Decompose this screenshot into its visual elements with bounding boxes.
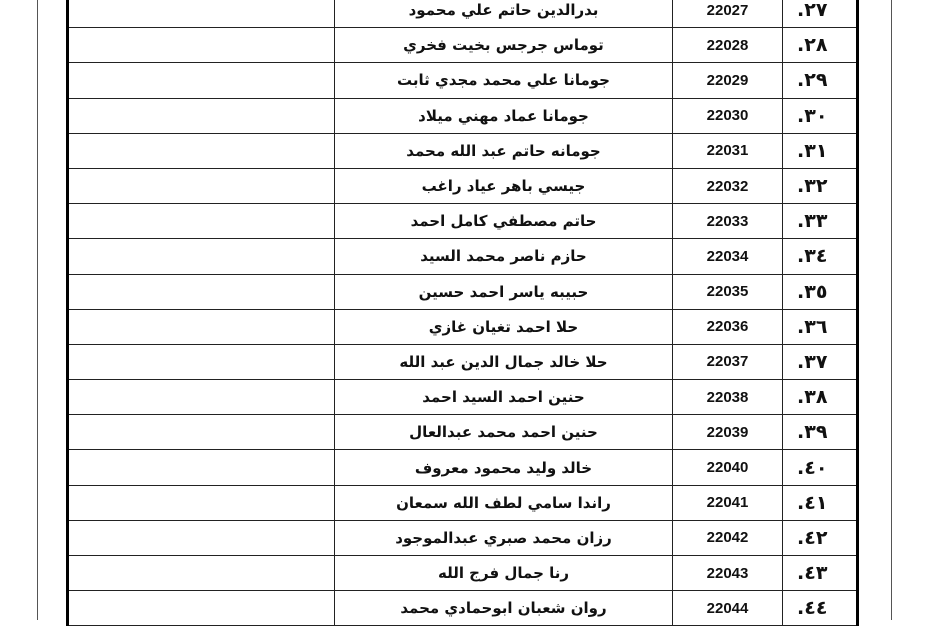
table-row — [68, 556, 858, 591]
table-row — [68, 520, 858, 555]
row-number: ٢٨. — [783, 28, 858, 63]
table-row — [68, 239, 858, 274]
row-number: ٣٢. — [783, 168, 858, 203]
student-code: 22033 — [673, 204, 783, 239]
row-number: ٤١. — [783, 485, 858, 520]
row-number: ٤٢. — [783, 520, 858, 555]
row-number: ٣٩. — [783, 415, 858, 450]
blank-cell — [68, 309, 335, 344]
table-row — [68, 28, 858, 63]
row-number: ٣٠. — [783, 98, 858, 133]
table-row — [68, 204, 858, 239]
student-name: حلا خالد جمال الدين عبد الله — [335, 344, 673, 379]
row-number: ٣٦. — [783, 309, 858, 344]
blank-cell — [68, 98, 335, 133]
table-row — [68, 591, 858, 626]
student-code: 22031 — [673, 133, 783, 168]
student-name: حلا احمد تغيان غازي — [335, 309, 673, 344]
student-name: جومانه حاتم عبد الله محمد — [335, 133, 673, 168]
student-name: خالد وليد محمود معروف — [335, 450, 673, 485]
row-number: ٣١. — [783, 133, 858, 168]
student-code: 22027 — [673, 0, 783, 28]
student-code: 22039 — [673, 415, 783, 450]
student-code: 22030 — [673, 98, 783, 133]
blank-cell — [68, 204, 335, 239]
student-code: 22032 — [673, 168, 783, 203]
blank-cell — [68, 0, 335, 28]
student-name: توماس جرجس بخيت فخري — [335, 28, 673, 63]
student-code: 22035 — [673, 274, 783, 309]
student-name: راندا سامي لطف الله سمعان — [335, 485, 673, 520]
table-row — [68, 344, 858, 379]
blank-cell — [68, 28, 335, 63]
blank-cell — [68, 133, 335, 168]
row-number: ٢٩. — [783, 63, 858, 98]
blank-cell — [68, 63, 335, 98]
student-code: 22041 — [673, 485, 783, 520]
blank-cell — [68, 556, 335, 591]
table-row — [68, 450, 858, 485]
blank-cell — [68, 520, 335, 555]
table-body — [68, 0, 858, 626]
student-name: بدرالدين حاتم علي محمود — [335, 0, 673, 28]
blank-cell — [68, 344, 335, 379]
student-name: جومانا علي محمد مجدي ثابت — [335, 63, 673, 98]
table-row — [68, 168, 858, 203]
table-row — [68, 415, 858, 450]
blank-cell — [68, 450, 335, 485]
student-code: 22028 — [673, 28, 783, 63]
row-number: ٣٥. — [783, 274, 858, 309]
student-name: رزان محمد صبري عبدالموجود — [335, 520, 673, 555]
table-row — [68, 485, 858, 520]
student-list-table — [66, 0, 859, 626]
table-row — [68, 309, 858, 344]
student-code: 22042 — [673, 520, 783, 555]
table-row — [68, 133, 858, 168]
blank-cell — [68, 591, 335, 626]
student-name: حنين احمد السيد احمد — [335, 380, 673, 415]
blank-cell — [68, 274, 335, 309]
student-code: 22044 — [673, 591, 783, 626]
table-row — [68, 380, 858, 415]
row-number: ٣٣. — [783, 204, 858, 239]
table-row — [68, 274, 858, 309]
blank-cell — [68, 415, 335, 450]
student-name: حبيبه ياسر احمد حسين — [335, 274, 673, 309]
student-name: جيسي باهر عياد راغب — [335, 168, 673, 203]
blank-cell — [68, 485, 335, 520]
student-name: روان شعبان ابوحمادي محمد — [335, 591, 673, 626]
student-code: 22036 — [673, 309, 783, 344]
student-code: 22038 — [673, 380, 783, 415]
row-number: ٤٠. — [783, 450, 858, 485]
student-name: حازم ناصر محمد السيد — [335, 239, 673, 274]
student-name: جومانا عماد مهني ميلاد — [335, 98, 673, 133]
row-number: ٣٤. — [783, 239, 858, 274]
row-number: ٤٣. — [783, 556, 858, 591]
table-row — [68, 0, 858, 28]
student-code: 22040 — [673, 450, 783, 485]
student-name: رنا جمال فرج الله — [335, 556, 673, 591]
row-number: ٤٤. — [783, 591, 858, 626]
blank-cell — [68, 239, 335, 274]
table-row — [68, 98, 858, 133]
student-list-table-wrapper — [66, 0, 859, 626]
student-name: حنين احمد محمد عبدالعال — [335, 415, 673, 450]
row-number: ٣٧. — [783, 344, 858, 379]
student-code: 22043 — [673, 556, 783, 591]
student-code: 22029 — [673, 63, 783, 98]
student-code: 22034 — [673, 239, 783, 274]
row-number: ٣٨. — [783, 380, 858, 415]
row-number: ٢٧. — [783, 0, 858, 28]
table-row — [68, 63, 858, 98]
blank-cell — [68, 168, 335, 203]
student-code: 22037 — [673, 344, 783, 379]
student-name: حاتم مصطفي كامل احمد — [335, 204, 673, 239]
blank-cell — [68, 380, 335, 415]
